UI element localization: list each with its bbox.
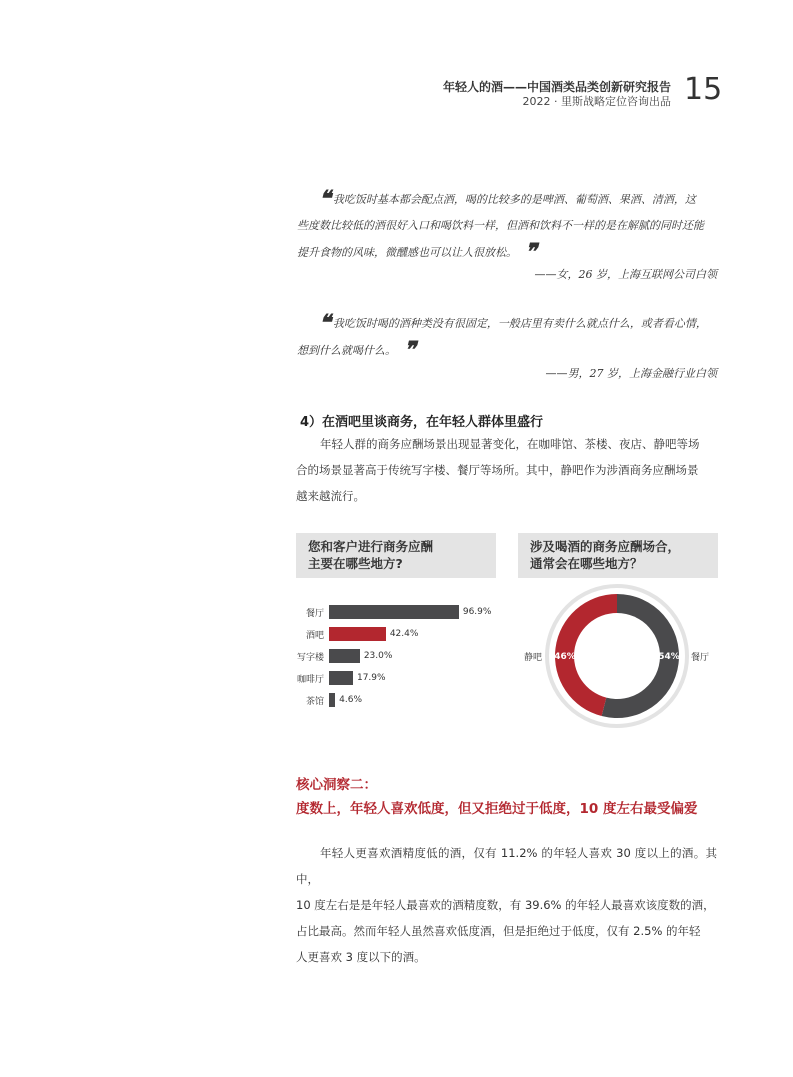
donut-value-label: 46% [554, 652, 576, 662]
page-number: 15 [684, 72, 723, 107]
section-paragraph-line: 越来越流行。 [296, 489, 365, 503]
pie-chart-title [530, 538, 680, 572]
bar-value-label: 42.4% [389, 629, 419, 639]
quote-2-source: ——男，27 岁，上海金融行业白领 [545, 367, 717, 380]
bar-chart-title-box [296, 533, 496, 578]
bar [329, 627, 386, 641]
insight-paragraph-line: 占比最高。然而年轻人虽然喜欢低度酒，但是拒绝过于低度，仅有 2.5% 的年轻 [296, 924, 701, 938]
bar [329, 649, 360, 663]
insight-paragraph-line: 年轻人更喜欢酒精度低的酒，仅有 11.2% 的年轻人喜欢 30 度以上的酒。其中， [296, 846, 717, 886]
bar [329, 605, 459, 619]
quote-2-text-2: 想到什么就喝什么。 [297, 344, 396, 357]
bar-chart-title [308, 538, 433, 572]
section-paragraph-line: 年轻人群的商务应酬场景出现显著变化，在咖啡馆、茶楼、夜店、静吧等场 [320, 437, 700, 451]
quote-1-line-3 [297, 239, 717, 266]
donut-category-label: 静吧 [524, 653, 543, 663]
bar-value-label: 17.9% [356, 673, 386, 683]
quote-1 [297, 186, 717, 266]
section-paragraph-line: 合的场景显著高于传统写字楼、餐厅等场所。其中，静吧作为涉酒商务应酬场景 [296, 463, 699, 477]
donut-value-label: 54% [658, 652, 680, 662]
insight-headline: 度数上，年轻人喜欢低度，但又拒绝过于低度，10 度左右最受偏爱 [296, 801, 698, 817]
quote-2-line-1 [297, 310, 717, 337]
bar [329, 693, 335, 707]
insight-paragraph-line: 人更喜欢 3 度以下的酒。 [296, 950, 426, 964]
section-heading: 4）在酒吧里谈商务，在年轻人群体里盛行 [300, 415, 544, 430]
insight-paragraph-line: 10 度左右是是年轻人最喜欢的酒精度数，有 39.6% 的年轻人最喜欢该度数的酒， [296, 898, 715, 912]
close-quote-icon: ❞ [404, 337, 412, 363]
bar-category-label: 写字楼 [296, 653, 324, 663]
quote-2-text-1: 我吃饭时喝的酒种类没有很固定，一般店里有卖什么就点什么，或者看心情， [332, 317, 707, 330]
close-quote-icon: ❞ [525, 239, 533, 265]
insight-paragraph [296, 840, 717, 970]
bar-category-label: 咖啡厅 [296, 675, 324, 685]
open-quote-icon: ❝ [319, 186, 327, 212]
bar-chart-title-line: 您和客户进行商务应酬 [308, 539, 434, 554]
quote-1-text-2: 些度数比较低的酒很好入口和喝饮料一样，但酒和饮料不一样的是在解腻的同时还能 [297, 219, 704, 232]
bar-category-label: 酒吧 [305, 631, 324, 641]
bar-category-label: 茶馆 [305, 697, 324, 707]
report-title: 年轻人的酒——中国酒类品类创新研究报告 [442, 80, 671, 94]
bar-category-label: 餐厅 [305, 609, 324, 619]
quote-2 [297, 310, 717, 364]
bar-chart-title-line: 主要在哪些地方? [308, 556, 403, 571]
donut-chart [543, 583, 691, 729]
bar [329, 671, 353, 685]
bar-value-label: 23.0% [363, 651, 393, 661]
quote-1-text-1: 我吃饭时基本都会配点酒，喝的比较多的是啤酒、葡萄酒、果酒、清酒，这 [332, 193, 696, 206]
pie-chart-title-box [518, 533, 718, 578]
insight-label: 核心洞察二： [296, 777, 377, 793]
donut-category-label: 餐厅 [691, 653, 710, 663]
quote-1-line-1 [297, 186, 717, 213]
section-paragraph [296, 431, 717, 509]
open-quote-icon: ❝ [319, 310, 327, 336]
quote-2-line-2 [297, 337, 717, 364]
bar-value-label: 96.9% [462, 607, 492, 617]
pie-chart-title-line: 涉及喝酒的商务应酬场合， [530, 539, 681, 554]
bar-value-label: 4.6% [339, 695, 363, 705]
pie-chart-title-line: 通常会在哪些地方？ [530, 556, 643, 571]
quote-1-text-3: 提升食物的风味，微醺感也可以让人很放松。 [297, 246, 517, 259]
quote-1-source: ——女，26 岁，上海互联网公司白领 [534, 268, 717, 281]
report-subtitle: 2022 · 里斯战略定位咨询出品 [522, 95, 671, 108]
